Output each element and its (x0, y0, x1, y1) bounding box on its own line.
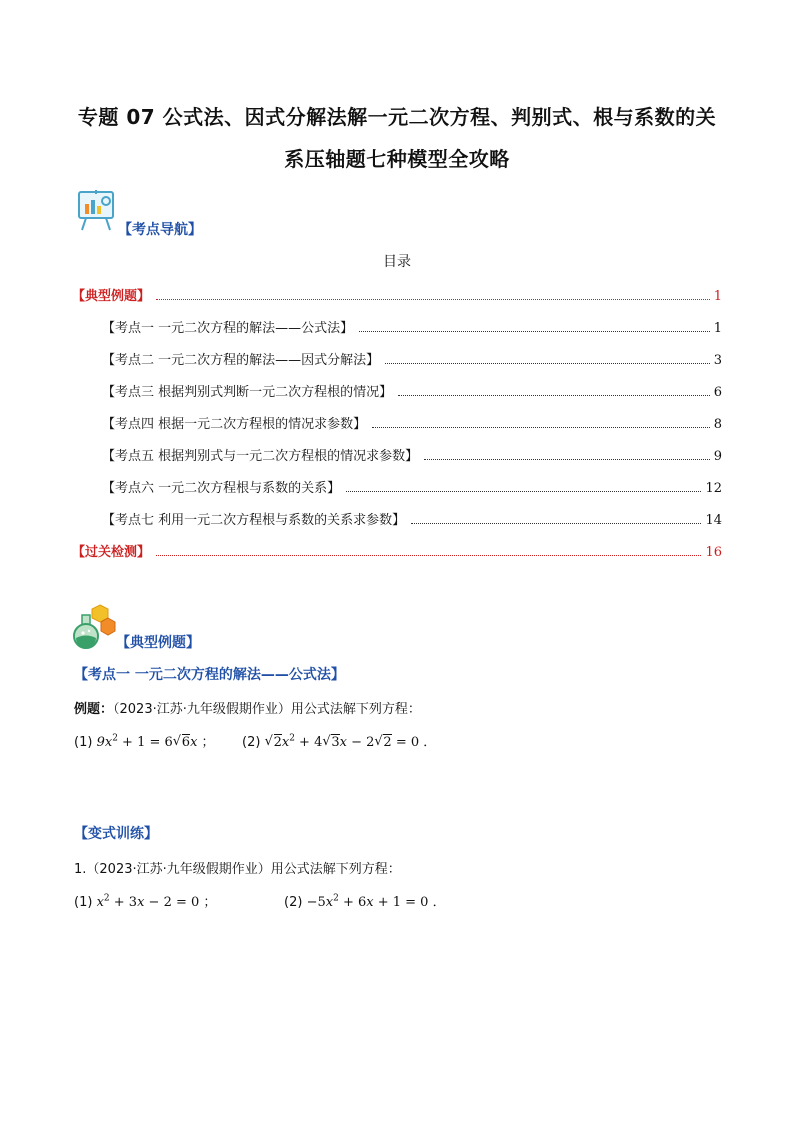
toc-entry-label: 【考点二 一元二次方程的解法——因式分解法】 (102, 353, 380, 368)
toc-entry-point-4[interactable] (102, 413, 722, 432)
toc-entry-page: 3 (713, 353, 722, 368)
toc-entry-point-2[interactable] (102, 349, 722, 368)
equation-number: (2) (284, 895, 303, 910)
example-equation-1 (74, 731, 215, 750)
toc-entry-page: 6 (713, 385, 722, 400)
toc-entry-page: 1 (713, 289, 722, 304)
equation-number: (1) (74, 895, 93, 910)
variant-question-1: 1.（2023·江苏·九年级假期作业）用公式法解下列方程： (74, 862, 401, 877)
toc-leader-dots (346, 490, 701, 492)
flask-hexagon-icon (70, 603, 116, 649)
title-line-2: 系压轴题七种模型全攻略 (284, 147, 510, 171)
toc-entry-label: 【考点五 根据判别式与一元二次方程根的情况求参数】 (102, 449, 419, 464)
equation-number: (1) (74, 735, 93, 750)
example-equation-2 (242, 731, 436, 750)
toc-leader-dots (372, 426, 710, 428)
toc-entry-page: 8 (713, 417, 722, 432)
whiteboard-chart-icon (76, 188, 118, 232)
toc-leader-dots (385, 362, 710, 364)
equation-end: ； (203, 895, 217, 910)
nav-section-label: 【考点导航】 (118, 222, 202, 238)
equation-expression: $9x^2 + 1 = 6√$ 6x (97, 735, 198, 750)
toc-entry-page: 12 (705, 481, 722, 496)
example-prefix: 例题： (74, 702, 114, 717)
variant-heading: 【变式训练】 (74, 826, 158, 842)
point1-heading: 【考点一 一元二次方程的解法——公式法】 (74, 667, 345, 683)
toc-entry-label: 【考点一 一元二次方程的解法——公式法】 (102, 321, 354, 336)
equation-end: ； (201, 735, 215, 750)
toc-entry-point-1[interactable] (102, 317, 722, 336)
toc-leader-dots (424, 458, 710, 460)
equation-expression: $-5x^2 + 6x + 1 = 0$ (306, 893, 429, 910)
toc-entry-label: 【过关检测】 (72, 545, 151, 560)
example-text: （2023·江苏·九年级假期作业）用公式法解下列方程： (113, 702, 421, 717)
equation-end: ． (432, 895, 446, 910)
equation-expression: √ $2x^2 + 4√$ 3x − 2√ 2 = 0 (265, 735, 420, 750)
toc-entry-page: 9 (713, 449, 722, 464)
toc-entry-point-3[interactable] (102, 381, 722, 400)
toc-entry-label: 【考点六 一元二次方程根与系数的关系】 (102, 481, 341, 496)
title-line-1: 专题 07 公式法、因式分解法解一元二次方程、判别式、根与系数的关 (77, 105, 717, 129)
examples-section-label: 【典型例题】 (116, 635, 200, 651)
toc-entry-label: 【考点四 根据一元二次方程根的情况求参数】 (102, 417, 367, 432)
example-line (74, 698, 421, 717)
equation-number: (2) (242, 735, 261, 750)
toc-leader-dots (359, 330, 710, 332)
toc-leader-dots (156, 554, 701, 556)
toc-leader-dots (411, 522, 701, 524)
toc-entry-label: 【考点三 根据判别式判断一元二次方程根的情况】 (102, 385, 393, 400)
toc-entry-point-5[interactable] (102, 445, 722, 464)
document-title (60, 96, 734, 180)
variant-equation-2 (284, 891, 446, 910)
equation-end: ． (423, 735, 437, 750)
toc-entry-label: 【典型例题】 (72, 289, 151, 304)
toc-entry-point-6[interactable] (102, 477, 722, 496)
equation-expression: $x^2 + 3x - 2 = 0$ (96, 893, 200, 910)
variant-equation-1 (74, 891, 216, 910)
toc-entry-page: 1 (713, 321, 722, 336)
toc-heading: 目录 (383, 254, 411, 270)
toc-entry-page: 14 (705, 513, 722, 528)
toc-entry-checks[interactable] (72, 541, 722, 560)
toc-entry-page: 16 (705, 545, 722, 560)
toc-entry-examples[interactable] (72, 285, 722, 304)
toc-leader-dots (398, 394, 710, 396)
toc-leader-dots (156, 298, 710, 300)
toc-entry-point-7[interactable] (102, 509, 722, 528)
toc-entry-label: 【考点七 利用一元二次方程根与系数的关系求参数】 (102, 513, 406, 528)
